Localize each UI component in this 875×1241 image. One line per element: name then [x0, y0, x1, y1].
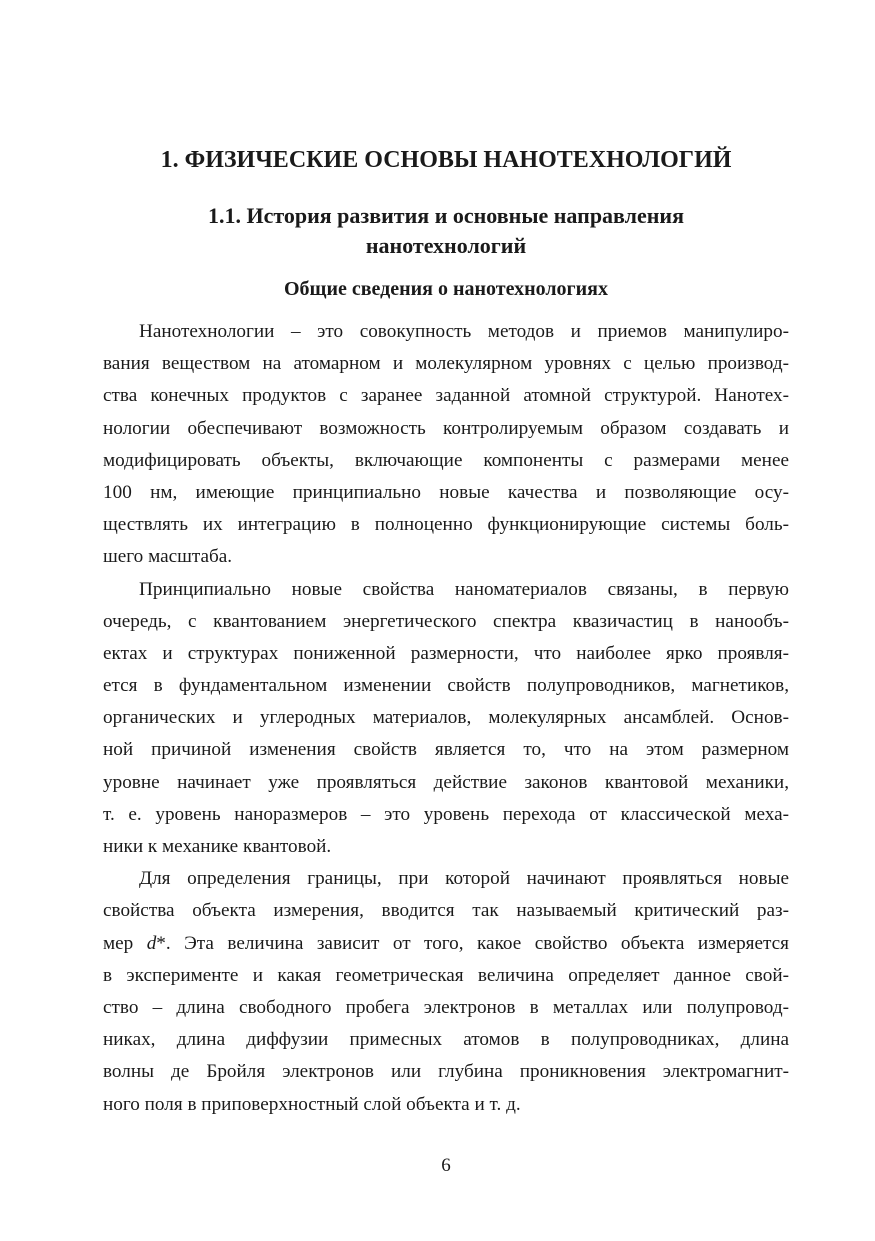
- paragraph-line: очередь, с квантованием энергетического спектра квазичастиц в нанообъ-: [103, 610, 789, 632]
- paragraph-line: нологии обеспечивают возможность контролируемым образом создавать и: [103, 417, 789, 439]
- critical-size-symbol: d: [146, 932, 157, 954]
- paragraph-3: [103, 863, 789, 1121]
- paragraph-line: свойства объекта измерения, вводится так называемый критический раз-: [103, 900, 789, 922]
- paragraph-line: ектах и структурах пониженной размерности, что наиболее ярко проявля-: [103, 642, 789, 664]
- subsection-title: Общие сведения о нанотехнологиях: [284, 278, 608, 300]
- paragraph-line: 100 нм, имеющие принципиально новые качества и позволяющие осу-: [103, 481, 789, 503]
- paragraph-line: Нанотехнологии – это совокупность методов и приемов манипулиро-: [139, 321, 789, 342]
- line-suffix: *. Эта величина зависит от того, какое свойство объекта измеряется: [156, 932, 789, 954]
- chapter-title: 1. ФИЗИЧЕСКИЕ ОСНОВЫ НАНОТЕХНОЛОГИЙ: [160, 147, 732, 173]
- paragraph-line-with-symbol: [103, 928, 789, 960]
- page-number: 6: [441, 1155, 451, 1176]
- paragraph-line: никах, длина диффузии примесных атомов в полупроводниках, длина: [103, 1029, 789, 1051]
- paragraph-line: ники к механике квантовой.: [103, 836, 332, 857]
- section-title: [103, 201, 789, 261]
- paragraph-line: ство – длина свободного пробега электронов в металлах или полупровод-: [103, 996, 789, 1018]
- paragraph-line: волны де Бройля электронов или глубина проникновения электромагнит-: [103, 1061, 789, 1083]
- paragraph-line: уровне начинает уже проявляться действие законов квантовой механики,: [103, 771, 789, 793]
- paragraph-line: в эксперименте и какая геометрическая величина определяет данное свой-: [103, 964, 789, 986]
- paragraph-line: ства конечных продуктов с заранее заданной атомной структурой. Нанотех-: [103, 385, 789, 407]
- section-title-line-1: 1.1. История развития и основные направления: [207, 203, 685, 228]
- document-page: [103, 0, 789, 1241]
- paragraph-line: Для определения границы, при которой начинают проявляться новые: [139, 868, 789, 890]
- line-prefix: мер: [103, 932, 147, 954]
- paragraph-line: ного поля в приповерхностный слой объекта и т. д.: [103, 1093, 521, 1115]
- paragraph-line: вания веществом на атомарном и молекулярном уровнях с целью производ-: [103, 353, 789, 375]
- paragraph-2: [103, 574, 789, 864]
- section-title-line-2: нанотехнологий: [365, 233, 527, 258]
- paragraph-line: шего масштаба.: [103, 546, 233, 568]
- paragraph-line: ной причиной изменения свойств является то, что на этом размерном: [103, 739, 789, 761]
- body-text: [103, 316, 789, 1121]
- paragraph-1: [103, 316, 789, 574]
- paragraph-line: модифицировать объекты, включающие компоненты с размерами менее: [103, 449, 789, 471]
- paragraph-line: Принципиально новые свойства наноматериалов связаны, в первую: [139, 578, 789, 600]
- paragraph-line: ется в фундаментальном изменении свойств полупроводников, магнетиков,: [103, 675, 789, 697]
- paragraph-line: т. е. уровень наноразмеров – это уровень перехода от классической меха-: [103, 803, 789, 825]
- paragraph-line: органических и углеродных материалов, молекулярных ансамблей. Основ-: [103, 707, 789, 729]
- paragraph-line: ществлять их интеграцию в полноценно функционирующие системы боль-: [103, 514, 789, 536]
